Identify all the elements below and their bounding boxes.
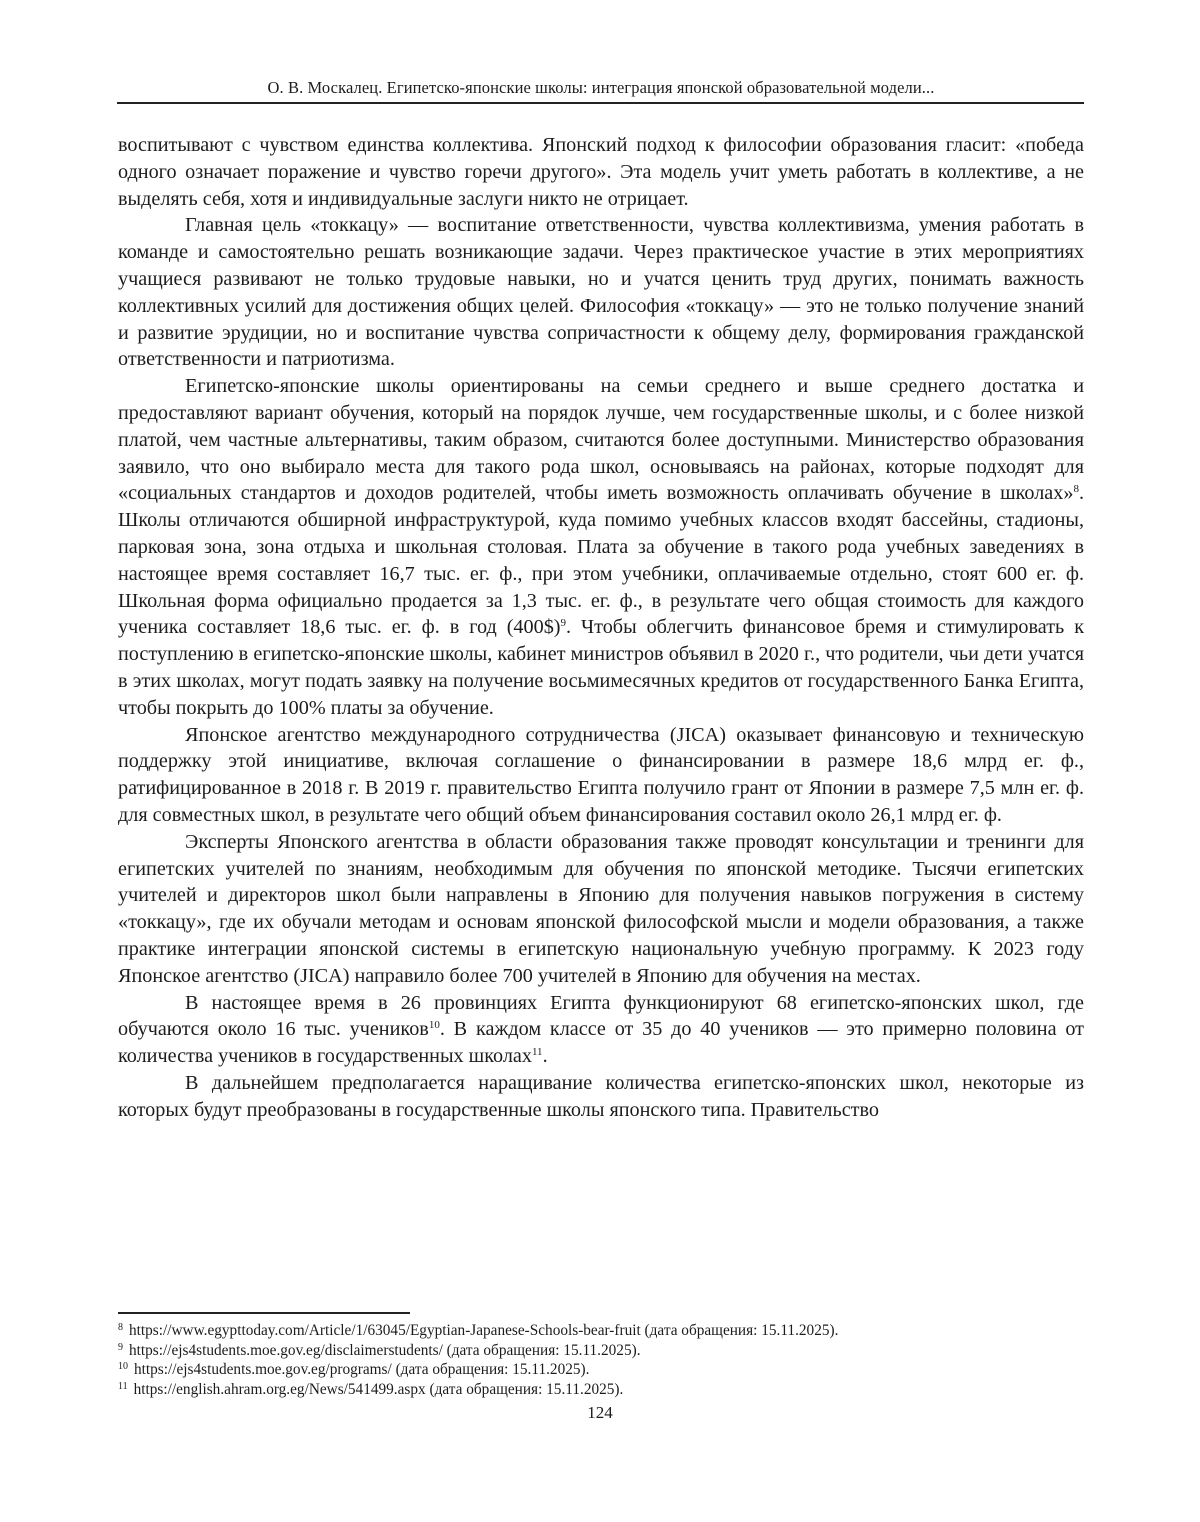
paragraph-3-text-a: Египетско-японские школы ориентированы на семьи среднего и выше среднего достатка и предоставляют вариант обучения, который на порядок лучше, чем государственные школы, и с более низкой платой, чем частные альтернативы, таким образом, считаются более доступными. Министерство образования заявило, что оно выбирало места для такого рода школ, основываясь на районах, которые подходят для «социальных стандартов и доходов родителей, чтобы иметь возможность оплачивать обучение в школах» bbox=[118, 375, 1084, 505]
paragraph-5: Эксперты Японского агентства в области образования также проводят консультации и тренинги для египетских учителей по знаниям, необходимым для обучения по японской методике. Тысячи египетских учителей и директоров школ были направлены в Японию для получения навыков погружения в систему «токкацу», где их обучали методам и основам японской философской мысли и модели образования, а также практике интеграции японской системы в египетскую национальную учебную программу. К 2023 году Японское агентство (JICA) направило более 700 учителей в Японию для обучения на местах. bbox=[118, 830, 1084, 987]
footnote-link[interactable]: https://ejs4students.moe.gov.eg/programs/ (дата обращения: 15.11.2025). bbox=[134, 1361, 590, 1379]
header-divider bbox=[117, 102, 1084, 104]
paragraph-7: В дальнейшем предполагается наращивание количества египетско-японских школ, некоторые из которых будут преобразованы в государственные школы японского типа. Правительство bbox=[118, 1071, 1084, 1121]
footnote-9 bbox=[118, 1341, 1084, 1361]
paragraph-6 bbox=[118, 990, 1084, 1070]
footnote-number: 8 bbox=[118, 1322, 123, 1333]
footnote-ref-10[interactable]: 10 bbox=[428, 1019, 440, 1032]
footnote-10 bbox=[118, 1360, 1084, 1380]
paragraph-6-text-b: . В каждом классе от 35 до 40 учеников — это примерно половина от количества учеников в государственных школах bbox=[118, 1018, 1085, 1068]
paragraph-6-text-c: . bbox=[542, 1045, 548, 1068]
footnote-number: 11 bbox=[118, 1380, 128, 1392]
footnotes bbox=[118, 1321, 1084, 1399]
footnote-link[interactable]: https://english.ahram.org.eg/News/541499.aspx (дата обращения: 15.11.2025). bbox=[133, 1380, 624, 1398]
footnote-number: 10 bbox=[118, 1361, 128, 1373]
paragraph-4: Японское агентство международного сотрудничества (JICA) оказывает финансовую и техническую поддержку этой инициативе, включая соглашение о финансировании в размере 18,6 млрд ег. ф., ратифицированное в 2018 г. В 2019 г. правительство Египта получило грант от Японии в размере 7,5 млн ег. ф. для совместных школ, в результате чего общий объем финансирования составил около 26,1 млрд ег. ф. bbox=[118, 723, 1084, 826]
footnote-11 bbox=[118, 1380, 1084, 1400]
footnote-link[interactable]: https://www.egypttoday.com/Article/1/63045/Egyptian-Japanese-Schools-bear-fruit (дата обращения: 15.11.2025). bbox=[129, 1322, 839, 1339]
footnote-number: 9 bbox=[118, 1341, 123, 1353]
footnote-8 bbox=[118, 1321, 1084, 1341]
paragraph-2: Главная цель «токкацу» — воспитание ответственности, чувства коллективизма, умения работать в команде и самостоятельно решать возникающие задачи. Через практическое участие в этих мероприятиях учащиеся развивают не только трудовые навыки, но и учатся ценить труд других, понимать важность коллективных усилий для достижения общих целей. Философия «токкацу» — это не только получение знаний и развитие эрудиции, но и воспитание чувства сопричастности к общему делу, формирования гражданской ответственности и патриотизма. bbox=[118, 214, 1084, 371]
paragraph-3-text-c: . Чтобы облегчить финансовое бремя и стимулировать к поступлению в египетско-японские школы, кабинет министров объявил в 2020 г., что родители, чьи дети учатся в этих школах, могут подать заявку на получение восьмимесячных кредитов от государственного Банка Египта, чтобы покрыть до 100% платы за обучение. bbox=[118, 616, 1085, 719]
footnote-ref-11[interactable]: 11 bbox=[531, 1046, 543, 1059]
paragraph-6-text-a: В настоящее время в 26 провинциях Египта функционируют 68 египетско-японских школ, где обучаются около 16 тыс. учеников bbox=[118, 991, 1084, 1041]
paragraph-3-text-b: . Школы отличаются обширной инфраструктурой, куда помимо учебных классов входят бассейны, стадионы, парковая зона, зона отдыха и школьная столовая. Плата за обучение в такого рода учебных заведениях в настоящее время составляет 16,7 тыс. ег. ф., при этом учебники, оплачиваемые отдельно, стоят 600 ег. ф. Школьная форма официально продается за 1,3 тыс. ег. ф., в результате чего общая стоимость для каждого ученика составляет 18,6 тыс. ег. ф. в год (400$) bbox=[118, 482, 1084, 639]
footnote-link[interactable]: https://ejs4students.moe.gov.eg/disclaimerstudents/ (дата обращения: 15.11.2025). bbox=[129, 1341, 641, 1359]
running-title: О. В. Москалец. Египетско-японские школы: интеграция японской образовательной модели... bbox=[267, 78, 935, 97]
page-number: 124 bbox=[587, 1403, 613, 1422]
paragraph-3 bbox=[118, 373, 1084, 721]
footnote-ref-9[interactable]: 9 bbox=[560, 617, 567, 630]
footnote-divider bbox=[118, 1312, 410, 1314]
paragraph-1: воспитывают с чувством единства коллектива. Японский подход к философии образования гласит: «победа одного означает поражение и чувство горечи другого». Эта модель учит уметь работать в коллективе, а не выделять себя, хотя и индивидуальные заслуги никто не отрицает. bbox=[118, 134, 1084, 210]
footnote-ref-8[interactable]: 8 bbox=[1073, 483, 1079, 496]
article-body bbox=[118, 132, 1084, 1123]
